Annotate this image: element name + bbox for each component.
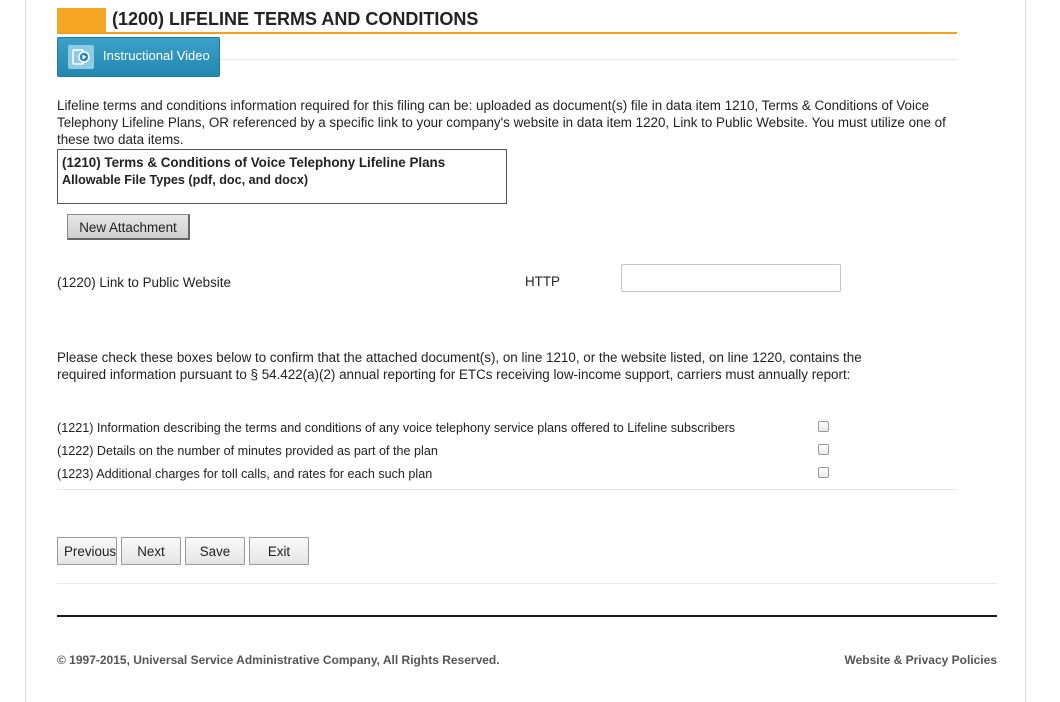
checkbox-1222[interactable]: [818, 444, 829, 455]
exit-button[interactable]: Exit: [249, 537, 309, 565]
section-title: (1200) LIFELINE TERMS AND CONDITIONS: [112, 9, 479, 29]
attachment-box: [57, 149, 507, 204]
attachment-title: (1210) Terms & Conditions of Voice Telephony Lifeline Plans: [62, 155, 446, 170]
checkbox-label-1221: (1221) Information describing the terms and conditions of any voice telephony service plans offered to Lifeline subscribers: [57, 421, 736, 435]
public-website-input[interactable]: [621, 264, 841, 292]
http-prefix-label: HTTP: [525, 274, 560, 289]
divider: [57, 583, 997, 584]
copyright-text: © 1997-2015, Universal Service Administrative Company, All Rights Reserved.: [57, 653, 500, 667]
website-privacy-policies-link[interactable]: Website & Privacy Policies: [844, 653, 997, 667]
divider: [220, 59, 957, 60]
instructional-video-label: Instructional Video: [103, 48, 210, 63]
new-attachment-button[interactable]: New Attachment: [67, 214, 190, 240]
attachment-file-types: Allowable File Types (pdf, doc, and docx): [62, 173, 309, 187]
instructional-video-button[interactable]: [57, 37, 220, 77]
next-button[interactable]: Next: [121, 537, 181, 565]
section-header: [57, 7, 957, 34]
checkbox-label-1222: (1222) Details on the number of minutes provided as part of the plan: [57, 444, 438, 458]
checkbox-row-1223: [57, 465, 837, 485]
save-button[interactable]: Save: [185, 537, 245, 565]
public-website-label: (1220) Link to Public Website: [57, 275, 231, 290]
checkbox-row-1221: [57, 419, 837, 439]
checkbox-label-1223: (1223) Additional charges for toll calls, and rates for each such plan: [57, 467, 433, 481]
checkbox-row-1222: [57, 442, 837, 462]
previous-button[interactable]: Previous: [57, 537, 117, 565]
section-accent-block: [57, 8, 106, 32]
checkbox-1221[interactable]: [818, 421, 829, 432]
video-icon: [68, 45, 94, 69]
divider: [57, 489, 957, 490]
checkbox-1223[interactable]: [818, 467, 829, 478]
footer-rule: [57, 615, 997, 617]
confirm-instructions: Please check these boxes below to confirm that the attached document(s), on line 1210, or the website listed, on line 1220, contains the required information pursuant to § 54.422(a)(2) annual reporting for ETCs receiving low-income support, carriers must annually report:: [57, 350, 862, 382]
intro-instructions: Lifeline terms and conditions information required for this filing can be: uploaded as document(s) file in data item 1210, Terms & Conditions of Voice Telephony Lifeline Plans, OR referenced by a specific link to your company's website in data item 1220, Link to Public Website. You must utilize one of these two data items.: [57, 98, 946, 147]
